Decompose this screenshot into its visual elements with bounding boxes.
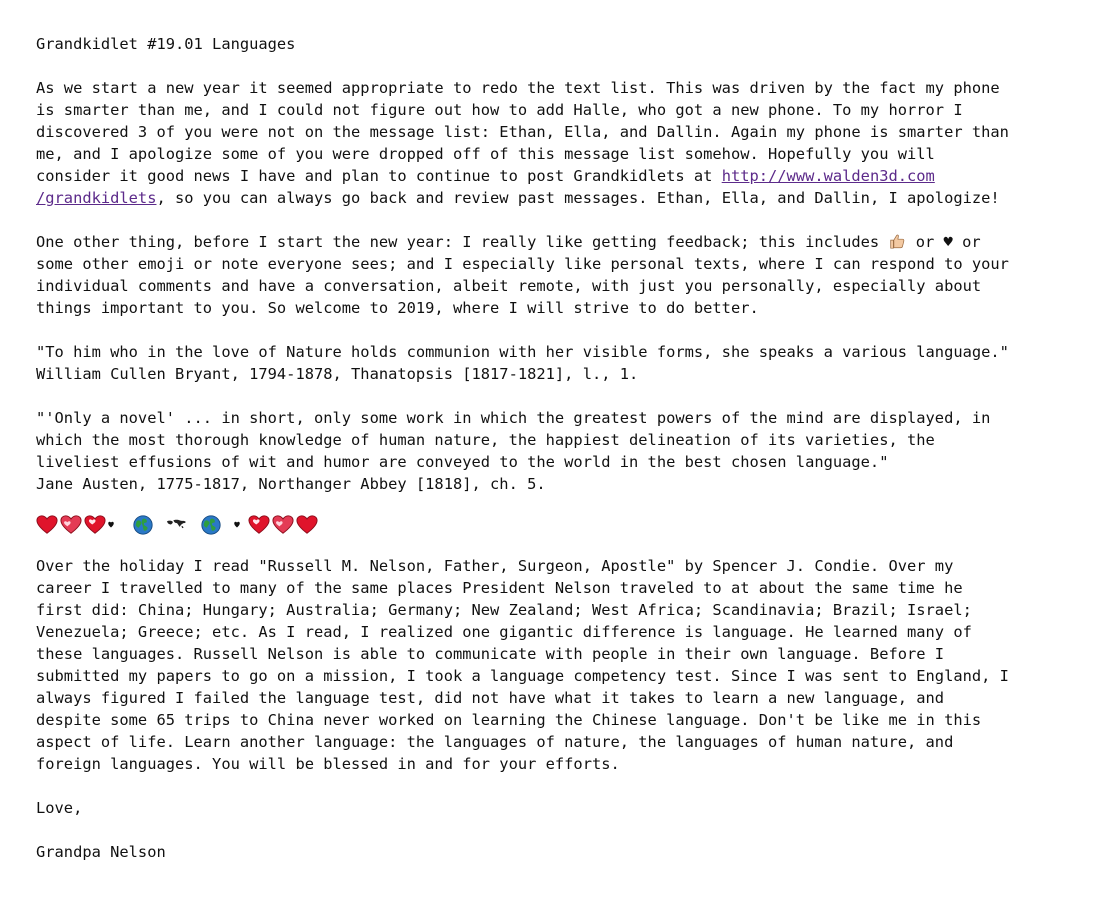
- paragraph-text: , so you can always go back and review past messages. Ethan, Ella, and Dallin, I apologize!: [156, 189, 1000, 207]
- spacer: [36, 495, 1096, 511]
- paragraph-text: or some other emoji or note everyone sees; and I especially like personal texts, where I can respond to your individual comments and have a conversation, albeit remote, with just you personally, especially about things important to you. So welcome to 2019, where I will strive to do better.: [36, 233, 1009, 317]
- paragraph-text-list: [36, 77, 1096, 209]
- closing-text: Love,: [36, 799, 83, 817]
- spacer: [36, 385, 1096, 407]
- paragraph-feedback: [36, 231, 1096, 319]
- red-heart-icon: [296, 514, 318, 536]
- heart-with-ribbon-icon: [248, 514, 270, 536]
- paragraph-text: or: [906, 233, 944, 251]
- sparkling-heart-icon: [272, 514, 294, 536]
- spacer: [36, 775, 1096, 797]
- heart-glyph: ♥: [943, 233, 953, 251]
- globe-icon: [200, 514, 222, 536]
- red-heart-icon: [36, 514, 58, 536]
- spacer: [36, 55, 1096, 77]
- document-body: [36, 33, 1096, 863]
- spacer: [36, 209, 1096, 231]
- thumbs-up-icon: [888, 232, 906, 250]
- sparkling-heart-icon: [60, 514, 82, 536]
- signature-text: Grandpa Nelson: [36, 843, 166, 861]
- globe-icon: [132, 514, 154, 536]
- quote-bryant: "To him who in the love of Nature holds communion with her visible forms, she speaks a various language." William Cullen Bryant, 1794-1878, Thanatopsis [1817-1821], l., 1.: [36, 343, 1009, 383]
- spacer: [36, 319, 1096, 341]
- black-heart-icon: [234, 514, 246, 536]
- document-title: Grandkidlet #19.01 Languages: [36, 35, 296, 53]
- world-map-icon: [166, 514, 188, 536]
- heart-with-ribbon-icon: [84, 514, 106, 536]
- black-heart-icon: [108, 514, 120, 536]
- link-text-line1[interactable]: http://www.walden3d.com: [721, 167, 935, 185]
- quote-austen: "'Only a novel' ... in short, only some work in which the greatest powers of the mind are displayed, in which the most thorough knowledge of human nature, the happiest delineation of its varieties, the liveliest effusions of wit and humor are conveyed to the world in the best chosen language." Jane Austen, 1775-1817, Northanger Abbey [1818], ch. 5.: [36, 409, 991, 493]
- emoji-row: [36, 511, 1096, 539]
- link-text-line2[interactable]: /grandkidlets: [36, 189, 157, 207]
- paragraph-text: As we start a new year it seemed appropriate to redo the text list. This was driven by the fact my phone is smarter than me, and I could not figure out how to add Halle, who got a new phone. To my horror I discovered 3 of you were not on the message list: Ethan, Ella, and Dallin. Again my phone is smarter than me, and I apologize some of you were dropped off of this message list somehow. Hopefully you will consider it good news I have and plan to continue to post Grandkidlets at: [36, 79, 1009, 185]
- paragraph-languages: Over the holiday I read "Russell M. Nelson, Father, Surgeon, Apostle" by Spencer J. Condie. Over my career I travelled to many of the same places President Nelson traveled to at about the same time he first did: China; Hungary; Australia; Germany; New Zealand; West Africa; Scandinavia; Brazil; Israel; Venezuela; Greece; etc. As I read, I realized one gigantic difference is language. He learned many of these languages. Russell Nelson is able to communicate with people in their own language. Before I submitted my papers to go on a mission, I took a language competency test. Since I was sent to England, I always figured I failed the language test, did not have what it takes to learn a new language, and despite some 65 trips to China never worked on learning the Chinese language. Don't be like me in this aspect of life. Learn another language: the languages of nature, the languages of human nature, and foreign languages. You will be blessed in and for your efforts.: [36, 557, 1009, 773]
- spacer: [36, 539, 1096, 555]
- spacer: [36, 819, 1096, 841]
- paragraph-text: One other thing, before I start the new year: I really like getting feedback; this includes: [36, 233, 889, 251]
